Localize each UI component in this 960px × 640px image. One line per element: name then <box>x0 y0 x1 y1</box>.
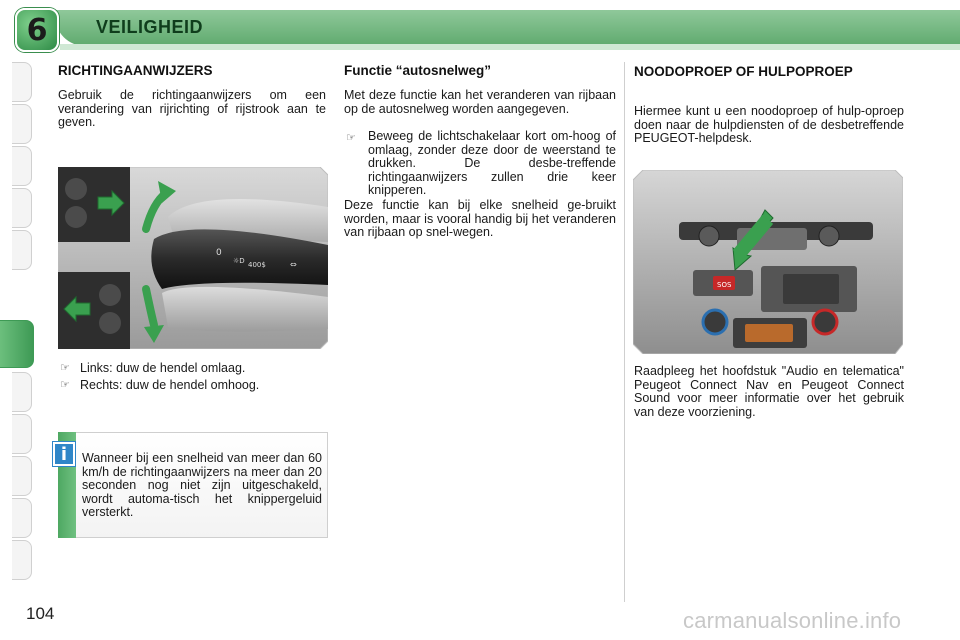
dashboard-sos-illustration <box>633 170 903 354</box>
bullet-right <box>58 378 328 393</box>
watermark: carmanualsonline.info <box>683 608 902 633</box>
motorway-function-intro: Met deze functie kan het veranderen van rijbaan op de autosnelweg worden aangegeven. <box>344 88 616 116</box>
chapter-tab-2[interactable] <box>12 104 32 144</box>
emergency-call-intro: Hiermee kunt u een noodoproep of hulp-oproep doen naar de hulpdiensten of de desbetreffende PEUGEOT-helpdesk. <box>634 104 904 145</box>
svg-text:☼D: ☼D <box>233 257 245 265</box>
page-number: 104 <box>26 604 55 623</box>
chapter-title: VEILIGHEID <box>96 17 204 37</box>
column-divider <box>624 62 625 602</box>
info-icon: i <box>53 442 75 466</box>
motorway-function-bullet-text: Beweeg de lichtschakelaar kort om-hoog of omlaag, zonder deze door de weerstand te drukken. De desbe-treffende richtingaanwijzers zullen drie keer knipperen. <box>368 129 616 197</box>
chapter-tab-5[interactable] <box>12 230 32 270</box>
chapter-tab-6-active[interactable] <box>0 320 34 368</box>
motorway-function-bullet <box>344 130 616 198</box>
hand-pointer-icon: ☞ <box>346 132 356 144</box>
direction-bullets <box>58 361 328 395</box>
bullet-right-text: Rechts: duw de hendel omhoog. <box>80 378 260 392</box>
chapter-tab-8[interactable] <box>12 414 32 454</box>
hand-pointer-icon: ☞ <box>60 362 70 374</box>
svg-text:400$: 400$ <box>248 261 266 269</box>
chapter-tab-9[interactable] <box>12 456 32 496</box>
sos-button-label: SOS <box>717 281 732 289</box>
emergency-call-title: NOODOPROEP OF HULPOPROEP <box>634 64 853 79</box>
header-band-highlight <box>60 44 960 50</box>
chapter-tab-4[interactable] <box>12 188 32 228</box>
emergency-call-reference: Raadpleeg het hoofdstuk "Audio en telematica" Peugeot Connect Nav en Peugeot Connect Sound voor meer informatie over het gebruik van deze voorziening. <box>634 364 904 419</box>
motorway-function-title: Functie “autosnelweg” <box>344 63 492 78</box>
motorway-function-note: Deze functie kan bij elke snelheid ge-bruikt worden, maar is vooral handig bij het veranderen van rijbaan op snel-wegen. <box>344 198 616 239</box>
stalk-illustration <box>58 167 328 349</box>
chapter-tabs <box>0 62 34 577</box>
info-text: Wanneer bij een snelheid van meer dan 60 km/h de richtingaanwijzers na meer dan 20 seconden nog niet zijn uitgeschakeld, wordt automa-tisch het knippergeluid versterkt. <box>82 451 322 519</box>
direction-indicators-body: Gebruik de richtingaanwijzers om een verandering van rijrichting of rijstrook aan te geven. <box>58 88 326 129</box>
chapter-tab-3[interactable] <box>12 146 32 186</box>
svg-text:0: 0 <box>216 248 222 258</box>
direction-indicators-title: RICHTINGAANWIJZERS <box>58 63 213 78</box>
chapter-tab-10[interactable] <box>12 498 32 538</box>
hand-pointer-icon: ☞ <box>60 379 70 391</box>
chapter-tab-11[interactable] <box>12 540 32 580</box>
bullet-left <box>58 361 328 376</box>
chapter-number: 6 <box>26 12 48 48</box>
chapter-badge <box>15 8 59 52</box>
chapter-tab-1[interactable] <box>12 62 32 102</box>
bullet-left-text: Links: duw de hendel omlaag. <box>80 361 246 375</box>
svg-text:⇔: ⇔ <box>290 260 297 269</box>
chapter-tab-7[interactable] <box>12 372 32 412</box>
